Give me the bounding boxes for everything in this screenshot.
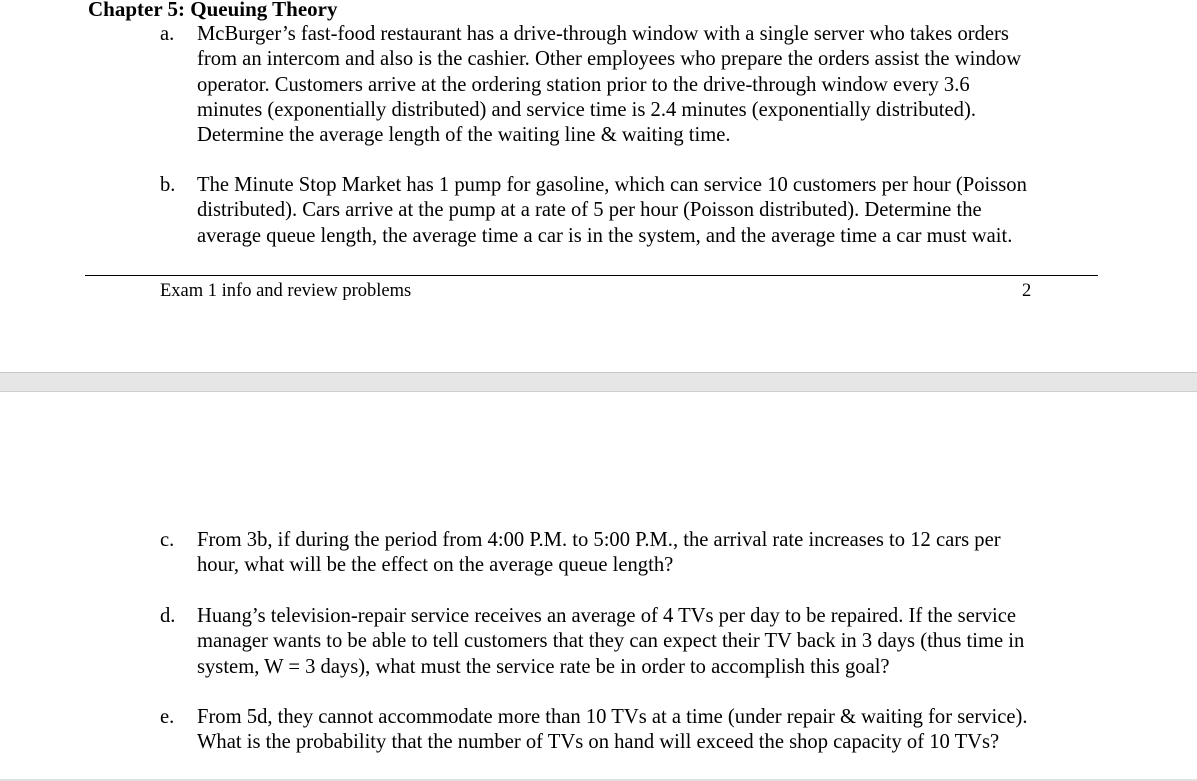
problem-letter: e. (160, 706, 175, 728)
document-page-top (0, 0, 1197, 372)
chapter-title: Chapter 5: Queuing Theory (88, 0, 338, 21)
page-separator (0, 372, 1197, 392)
problem-text (197, 705, 1097, 756)
problem-line: What is the probability that the number of TVs on hand will exceed the shop capacity of 10 TVs? (197, 731, 1000, 754)
page-footer-text: Exam 1 info and review problems (160, 281, 412, 301)
problem-line: McBurger’s fast-food restaurant has a drive-through window with a single server who takes orders (197, 23, 1009, 45)
document-page-bottom (0, 392, 1197, 781)
problem-letter: d. (160, 605, 176, 627)
problem-text (197, 22, 1097, 148)
problem-text (197, 173, 1097, 249)
problem-letter: c. (160, 529, 175, 551)
problem-line: The Minute Stop Market has 1 pump for gasoline, which can service 10 customers per hour (Poisson (197, 174, 1027, 196)
problem-line: From 5d, they cannot accommodate more than 10 TVs at a time (under repair & waiting for service). (197, 706, 1028, 728)
problem-line: manager wants to be able to tell customers that they can expect their TV back in 3 days (thus time in (197, 630, 1025, 653)
problem-line: From 3b, if during the period from 4:00 P.M. to 5:00 P.M., the arrival rate increases to 12 cars per (197, 529, 1001, 551)
problem-letter: a. (160, 23, 175, 45)
problem-letter: b. (160, 174, 176, 196)
page-number: 2 (1022, 281, 1032, 301)
problem-line: average queue length, the average time a car is in the system, and the average time a car must wait. (197, 224, 1013, 247)
problem-line: Determine the average length of the waiting line & waiting time. (197, 124, 731, 147)
problem-text (197, 604, 1097, 680)
problem-line: from an intercom and also is the cashier. Other employees who prepare the orders assist the window (197, 48, 1022, 71)
problem-line: hour, what will be the effect on the average queue length? (197, 554, 674, 577)
problem-line: operator. Customers arrive at the ordering station prior to the drive-through window every 3.6 (197, 73, 970, 96)
footer-divider (85, 275, 1098, 276)
problem-text (197, 528, 1097, 579)
problem-line: distributed). Cars arrive at the pump at a rate of 5 per hour (Poisson distributed). Determine the (197, 199, 982, 222)
problem-line: system, W = 3 days), what must the service rate be in order to accomplish this goal? (197, 655, 890, 678)
problem-line: Huang’s television-repair service receives an average of 4 TVs per day to be repaired. If the service (197, 605, 1016, 627)
problem-line: minutes (exponentially distributed) and service time is 2.4 minutes (exponentially distributed). (197, 98, 976, 121)
